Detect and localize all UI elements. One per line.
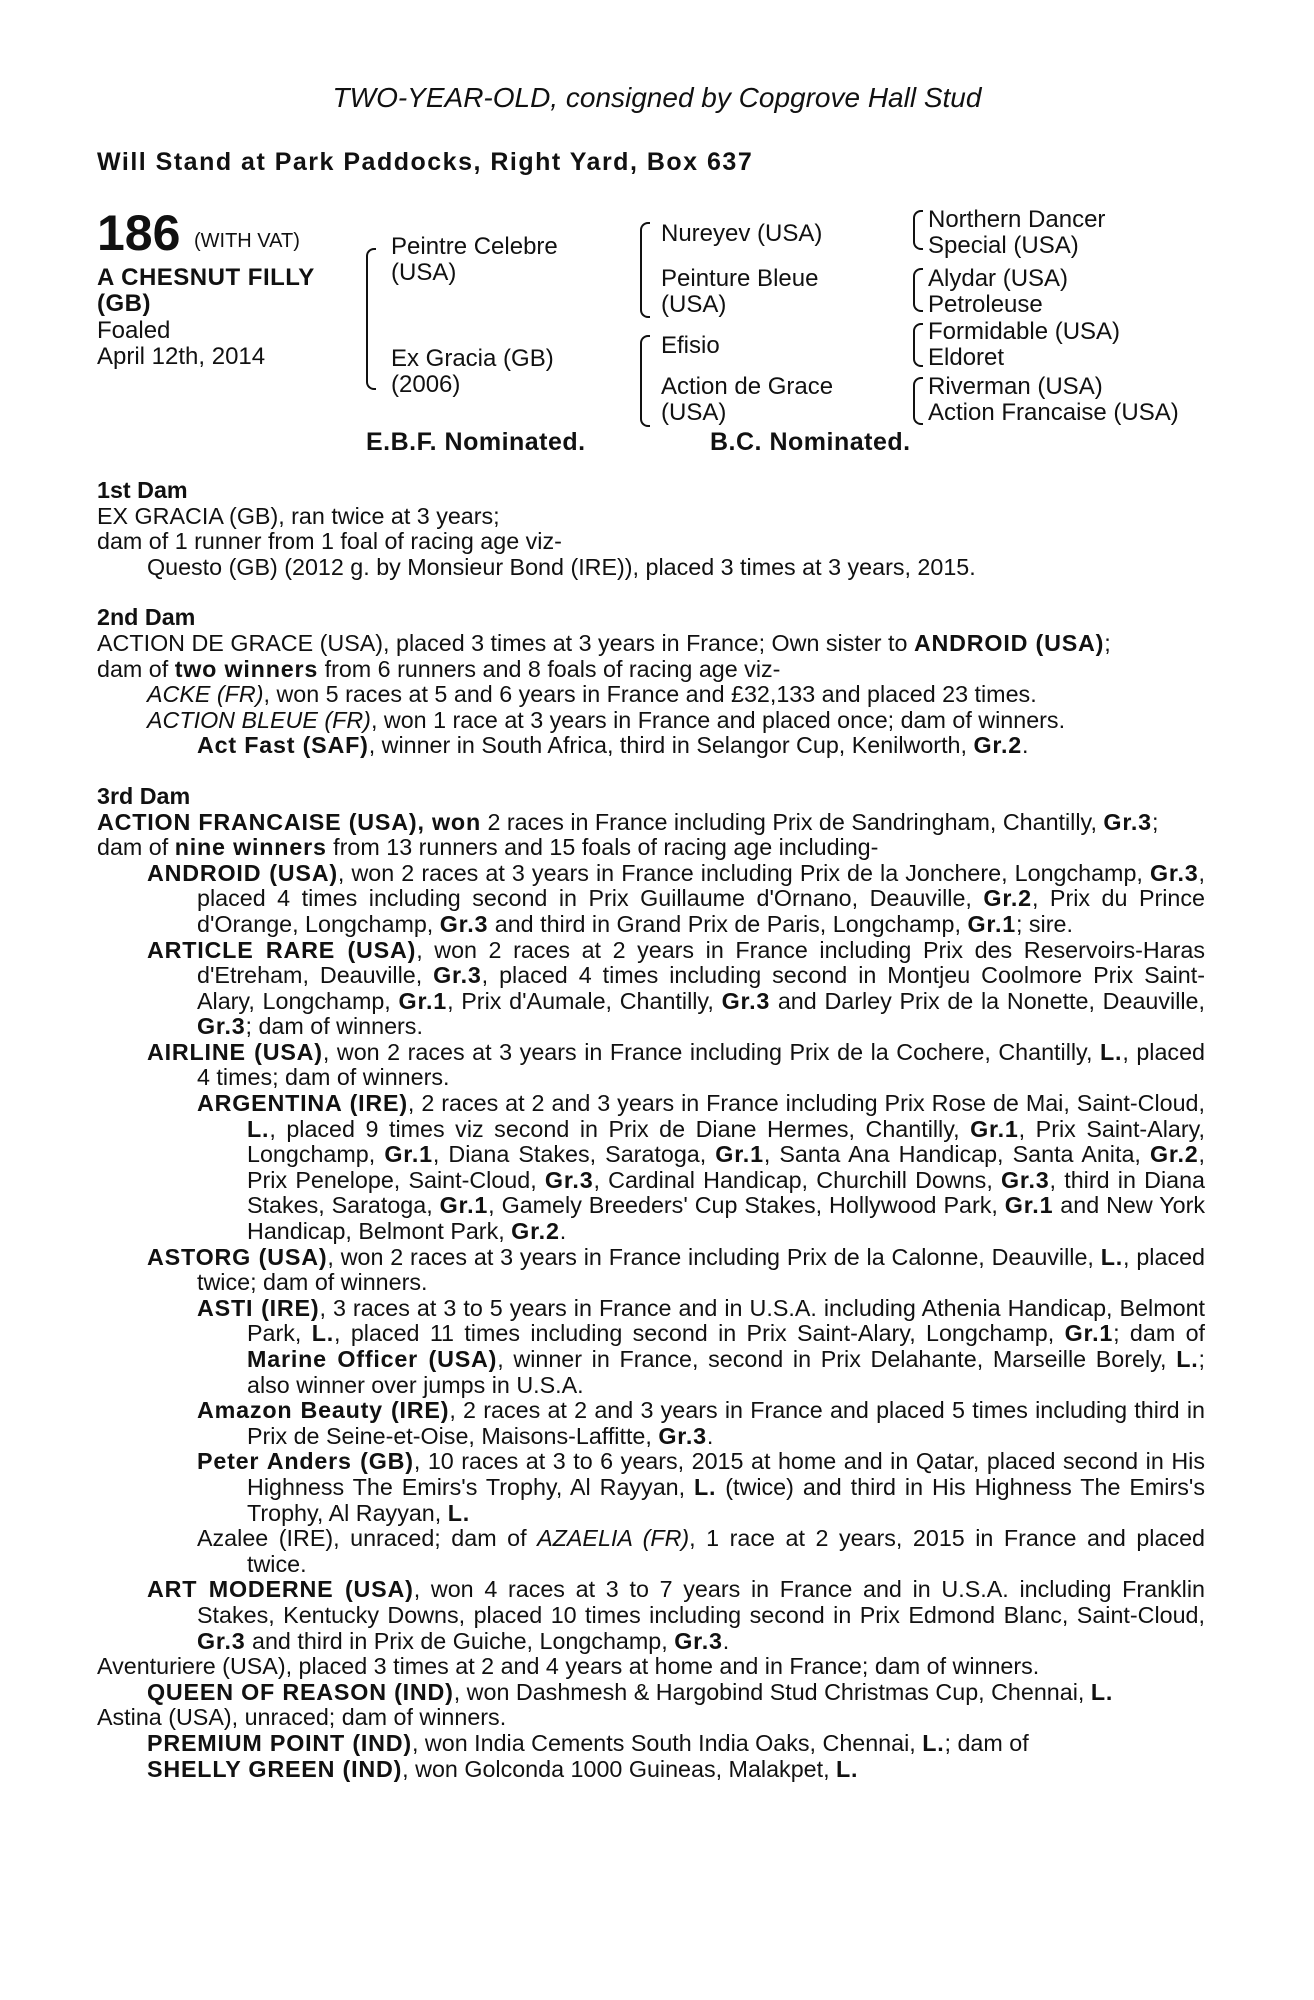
dams-sire: Efisio <box>661 332 720 359</box>
grade: Gr.3 <box>197 1627 246 1654</box>
produce-android <box>97 861 1205 938</box>
grade: Gr.1 <box>1004 1192 1054 1219</box>
text: , won 2 races at 2 years in France including Prix des Reservoirs-Haras d'Etreham, Deauville, <box>197 936 1205 989</box>
horse-name: ASTI (IRE) <box>197 1294 320 1321</box>
text: (twice) and third in His Highness The Emirs's Trophy, Al Rayyan, <box>247 1473 1205 1526</box>
produce-airline <box>97 1040 1205 1091</box>
grade: Gr.3 <box>439 910 489 937</box>
horse-name: Act Fast (SAF) <box>197 732 369 759</box>
text: and Darley Prix de la Nonette, Deauville, <box>770 987 1205 1014</box>
third-dam-line <box>97 810 1205 836</box>
gg-1: Northern Dancer <box>928 206 1106 233</box>
text: . <box>1021 732 1029 759</box>
bc-nomination: B.C. Nominated. <box>710 428 911 456</box>
text: and New York Handicap, Belmont Park, <box>247 1192 1205 1245</box>
text: and third in Grand Prix de Paris, Longchamp, <box>488 910 968 937</box>
produce-peter-anders <box>97 1449 1205 1526</box>
text: , winner in South Africa, third in Selangor Cup, Kenilworth, <box>368 732 974 759</box>
produce-argentina <box>97 1091 1205 1245</box>
second-dam-line <box>97 631 1205 657</box>
text: , won 2 races at 3 years in France including Prix de la Calonne, Deauville, <box>327 1243 1101 1270</box>
text: , won Dashmesh & Hargobind Stud Christmas Cup, Chennai, <box>453 1678 1091 1705</box>
grade: L. <box>247 1115 270 1142</box>
horse-name: AIRLINE (USA) <box>147 1038 323 1065</box>
produce-amazon-beauty <box>97 1398 1205 1449</box>
produce-asti <box>97 1296 1205 1398</box>
third-dam-produce <box>97 835 1205 861</box>
horse-name: ACKE (FR) <box>147 681 264 708</box>
text: , won India Cements South India Oaks, Chennai, <box>411 1729 923 1756</box>
grade: Gr.3 <box>721 987 771 1014</box>
grade: L. <box>1090 1678 1114 1705</box>
grade: Gr.2 <box>983 885 1032 912</box>
text: , placed twice; dam of winners. <box>197 1243 1206 1296</box>
produce-queen-of-reason <box>97 1680 1205 1706</box>
first-dam-heading: 1st Dam <box>97 477 188 503</box>
text: , Prix Saint-Alary, Longchamp, <box>247 1115 1206 1168</box>
grade: L. <box>836 1755 859 1782</box>
horse-name: ANDROID (USA) <box>913 629 1105 656</box>
text: ACTION DE GRACE (USA), placed 3 times at 3 years in France; Own sister to <box>97 629 914 656</box>
grade: L. <box>1176 1346 1199 1372</box>
horse-name: AZAELIA (FR) <box>537 1525 690 1552</box>
vat-note: (WITH VAT) <box>194 230 300 252</box>
sires-dam-country: (USA) <box>661 291 727 318</box>
horse-name: QUEEN OF REASON (IND) <box>147 1678 454 1705</box>
text: , 2 races at 2 and 3 years in France including Prix Rose de Mai, Saint-Cloud, <box>407 1090 1205 1117</box>
lot-description: A CHESNUT FILLY <box>97 264 315 291</box>
grade: Gr.1 <box>967 910 1016 937</box>
horse-name: SHELLY GREEN (IND) <box>147 1755 403 1782</box>
gg-brace-1 <box>913 210 923 250</box>
grade: L. <box>311 1320 335 1347</box>
text: , Prix Penelope, Saint-Cloud, <box>247 1141 1205 1193</box>
text: , Diana Stakes, Saratoga, <box>432 1141 716 1168</box>
stand-location: Will Stand at Park Paddocks, Right Yard, Box 637 <box>97 148 754 176</box>
ebf-nomination: E.B.F. Nominated. <box>366 428 586 456</box>
gg-4: Petroleuse <box>928 291 1043 318</box>
gg-brace-2 <box>913 268 923 312</box>
text: , placed 9 times viz second in Prix de Diane Hermes, Chantilly, <box>269 1115 971 1142</box>
text: , won 4 races at 3 to 7 years in France and in U.S.A. including Franklin Stakes, Kentucky Downs, placed 10 times including second in Prix Edmond Blanc, Saint-Cloud, <box>197 1576 1205 1628</box>
produce-azalee <box>97 1526 1205 1577</box>
horse-name: ACTION FRANCAISE (USA), won <box>97 808 481 835</box>
winners-count: two winners <box>174 655 319 682</box>
text: . <box>722 1627 730 1654</box>
text: ; sire. <box>1015 910 1073 937</box>
grade: Gr.1 <box>398 987 448 1014</box>
grade: Gr.1 <box>715 1141 764 1168</box>
main-brace <box>366 248 376 390</box>
text: , Gamely Breeders' Cup Stakes, Hollywood Park, <box>488 1192 1005 1219</box>
grade: Gr.2 <box>973 732 1022 759</box>
text: ; also winner over jumps in U.S.A. <box>247 1346 1205 1398</box>
horse-name: PREMIUM POINT (IND) <box>147 1729 412 1756</box>
grade: Gr.3 <box>1103 808 1152 835</box>
horse-name: ARGENTINA (IRE) <box>197 1090 408 1117</box>
grade: Gr.1 <box>1064 1320 1114 1347</box>
text: . <box>706 1422 714 1449</box>
text: . <box>559 1218 567 1245</box>
text: , Prix du Prince d'Orange, Longchamp, <box>197 885 1205 937</box>
produce-action-bleue <box>97 708 1205 734</box>
text: , third in Diana Stakes, Saratoga, <box>247 1166 1206 1219</box>
produce-act-fast <box>97 733 1205 759</box>
grade: Gr.3 <box>1001 1166 1050 1193</box>
text: 2 races in France including Prix de Sandringham, Chantilly, <box>480 808 1104 835</box>
text: , placed 11 times including second in Prix Saint-Alary, Longchamp, <box>334 1320 1065 1347</box>
produce-astina: Astina (USA), unraced; dam of winners. <box>97 1704 507 1731</box>
horse-name: Peter Anders (GB) <box>197 1448 414 1475</box>
horse-name: Amazon Beauty (IRE) <box>197 1397 450 1424</box>
dam-brace <box>640 335 650 427</box>
text: , won Golconda 1000 Guineas, Malakpet, <box>402 1755 837 1782</box>
grade: Gr.1 <box>439 1192 489 1219</box>
text: Azalee (IRE), unraced; dam of <box>197 1525 538 1552</box>
gg-3: Alydar (USA) <box>928 265 1069 292</box>
text: , Santa Ana Handicap, Santa Anita, <box>763 1141 1150 1168</box>
dams-dam: Action de Grace <box>661 373 834 400</box>
grade: Gr.2 <box>511 1218 560 1245</box>
text: , winner in France, second in Prix Delahante, Marseille Borely, <box>497 1346 1177 1372</box>
foaled-label: Foaled <box>97 317 171 344</box>
text: from 13 runners and 15 foals of racing age including- <box>326 834 879 861</box>
grade: L. <box>1100 1038 1123 1065</box>
text: and third in Prix de Guiche, Longchamp, <box>245 1627 675 1654</box>
text: , won 1 race at 3 years in France and placed once; dam of winners. <box>370 706 1066 733</box>
lot-description-origin: (GB) <box>97 290 151 317</box>
dam-name: Ex Gracia (GB) <box>391 345 554 372</box>
grade: L. <box>447 1499 471 1526</box>
produce-astorg <box>97 1245 1205 1296</box>
text: , won 2 races at 3 years in France including Prix de la Jonchere, Longchamp, <box>337 859 1150 886</box>
horse-name: ACTION BLEUE (FR) <box>147 706 371 733</box>
text: , placed 4 times including second in Montjeu Coolmore Prix Saint-Alary, Longchamp, <box>197 962 1205 1014</box>
sire-name: Peintre Celebre <box>391 233 558 260</box>
horse-name: ASTORG (USA) <box>147 1243 328 1270</box>
text: ; dam of winners. <box>245 1013 423 1040</box>
horse-name: ANDROID (USA) <box>147 859 338 886</box>
horse-name: ART MODERNE (USA) <box>147 1576 414 1603</box>
lot-number: 186 <box>97 205 181 261</box>
dams-dam-country: (USA) <box>661 399 727 426</box>
produce-acke <box>97 682 1205 708</box>
sire-brace <box>640 222 650 318</box>
text: , placed 4 times including second in Prix Guillaume d'Ornano, Deauville, <box>197 859 1205 912</box>
sire-country: (USA) <box>391 259 457 286</box>
gg-8: Action Francaise (USA) <box>928 399 1179 426</box>
grade: Gr.3 <box>433 962 482 989</box>
second-dam-heading: 2nd Dam <box>97 604 196 631</box>
dam-year: (2006) <box>391 371 461 398</box>
text: , 1 race at 2 years, 2015 in France and placed twice. <box>247 1525 1205 1577</box>
produce-shelly-green <box>97 1757 1205 1783</box>
sires-sire: Nureyev (USA) <box>661 220 823 247</box>
horse-name: ARTICLE RARE (USA) <box>147 936 417 963</box>
text: dam of <box>97 834 175 861</box>
produce-premium-point <box>97 1731 1205 1757</box>
grade: Gr.3 <box>658 1422 707 1449</box>
grade: Gr.3 <box>197 1013 246 1040</box>
text: , won 2 races at 3 years in France including Prix de la Cochere, Chantilly, <box>322 1038 1100 1065</box>
foaled-date: April 12th, 2014 <box>97 343 266 370</box>
text: ; dam of <box>944 1729 1029 1756</box>
produce-art-moderne <box>97 1577 1205 1654</box>
text: ; dam of <box>1113 1320 1205 1347</box>
gg-5: Formidable (USA) <box>928 318 1121 345</box>
grade: Gr.3 <box>544 1166 594 1193</box>
produce-article-rare <box>97 938 1205 1040</box>
gg-brace-4 <box>913 377 923 425</box>
text: ; <box>1104 629 1111 656</box>
horse-name: Marine Officer (USA) <box>247 1346 498 1372</box>
gg-6: Eldoret <box>928 344 1005 371</box>
winners-count: nine winners <box>174 834 327 861</box>
text: , 3 races at 3 to 5 years in France and in U.S.A. including Athenia Handicap, Belmont Park, <box>247 1294 1205 1347</box>
text: , 2 races at 2 and 3 years in France and placed 5 times including third in Prix de Seine-et-Oise, Maisons-Laffitte, <box>247 1397 1205 1449</box>
grade: Gr.3 <box>1149 859 1199 886</box>
text: , 10 races at 3 to 6 years, 2015 at home and in Qatar, placed second in His Highness The Emirs's Trophy, Al Rayyan, <box>247 1448 1205 1500</box>
text: , won 5 races at 5 and 6 years in France and £32,133 and placed 23 times. <box>263 681 1037 708</box>
grade: Gr.1 <box>384 1141 433 1168</box>
second-dam-produce <box>97 657 1205 683</box>
grade: L. <box>694 1473 717 1500</box>
consignor-line: TWO-YEAR-OLD, consigned by Copgrove Hall Stud <box>332 82 982 113</box>
grade: Gr.1 <box>970 1115 1019 1142</box>
grade: L. <box>922 1729 945 1756</box>
first-dam-foal: Questo (GB) (2012 g. by Monsieur Bond (IRE)), placed 3 times at 3 years, 2015. <box>147 553 976 580</box>
first-dam-produce-line: dam of 1 runner from 1 foal of racing age viz- <box>97 528 562 555</box>
first-dam-line: EX GRACIA (GB), ran twice at 3 years; <box>97 502 500 529</box>
text: , Prix d'Aumale, Chantilly, <box>447 987 722 1014</box>
third-dam-heading: 3rd Dam <box>97 782 191 809</box>
grade: Gr.3 <box>674 1627 723 1654</box>
grade: Gr.2 <box>1149 1141 1199 1168</box>
text: , placed 4 times; dam of winners. <box>197 1038 1205 1091</box>
grade: L. <box>1100 1243 1124 1270</box>
text: from 6 runners and 8 foals of racing age viz- <box>318 655 781 682</box>
produce-aventuriere: Aventuriere (USA), placed 3 times at 2 and 4 years at home and in France; dam of winners. <box>97 1653 1040 1680</box>
text: , Cardinal Handicap, Churchill Downs, <box>593 1166 1002 1193</box>
text: dam of <box>97 655 175 682</box>
catalogue-body <box>97 478 1205 1782</box>
sires-dam: Peinture Bleue <box>661 265 819 292</box>
gg-2: Special (USA) <box>928 232 1079 259</box>
text: ; <box>1151 808 1159 835</box>
gg-brace-3 <box>913 323 923 367</box>
gg-7: Riverman (USA) <box>928 373 1103 400</box>
